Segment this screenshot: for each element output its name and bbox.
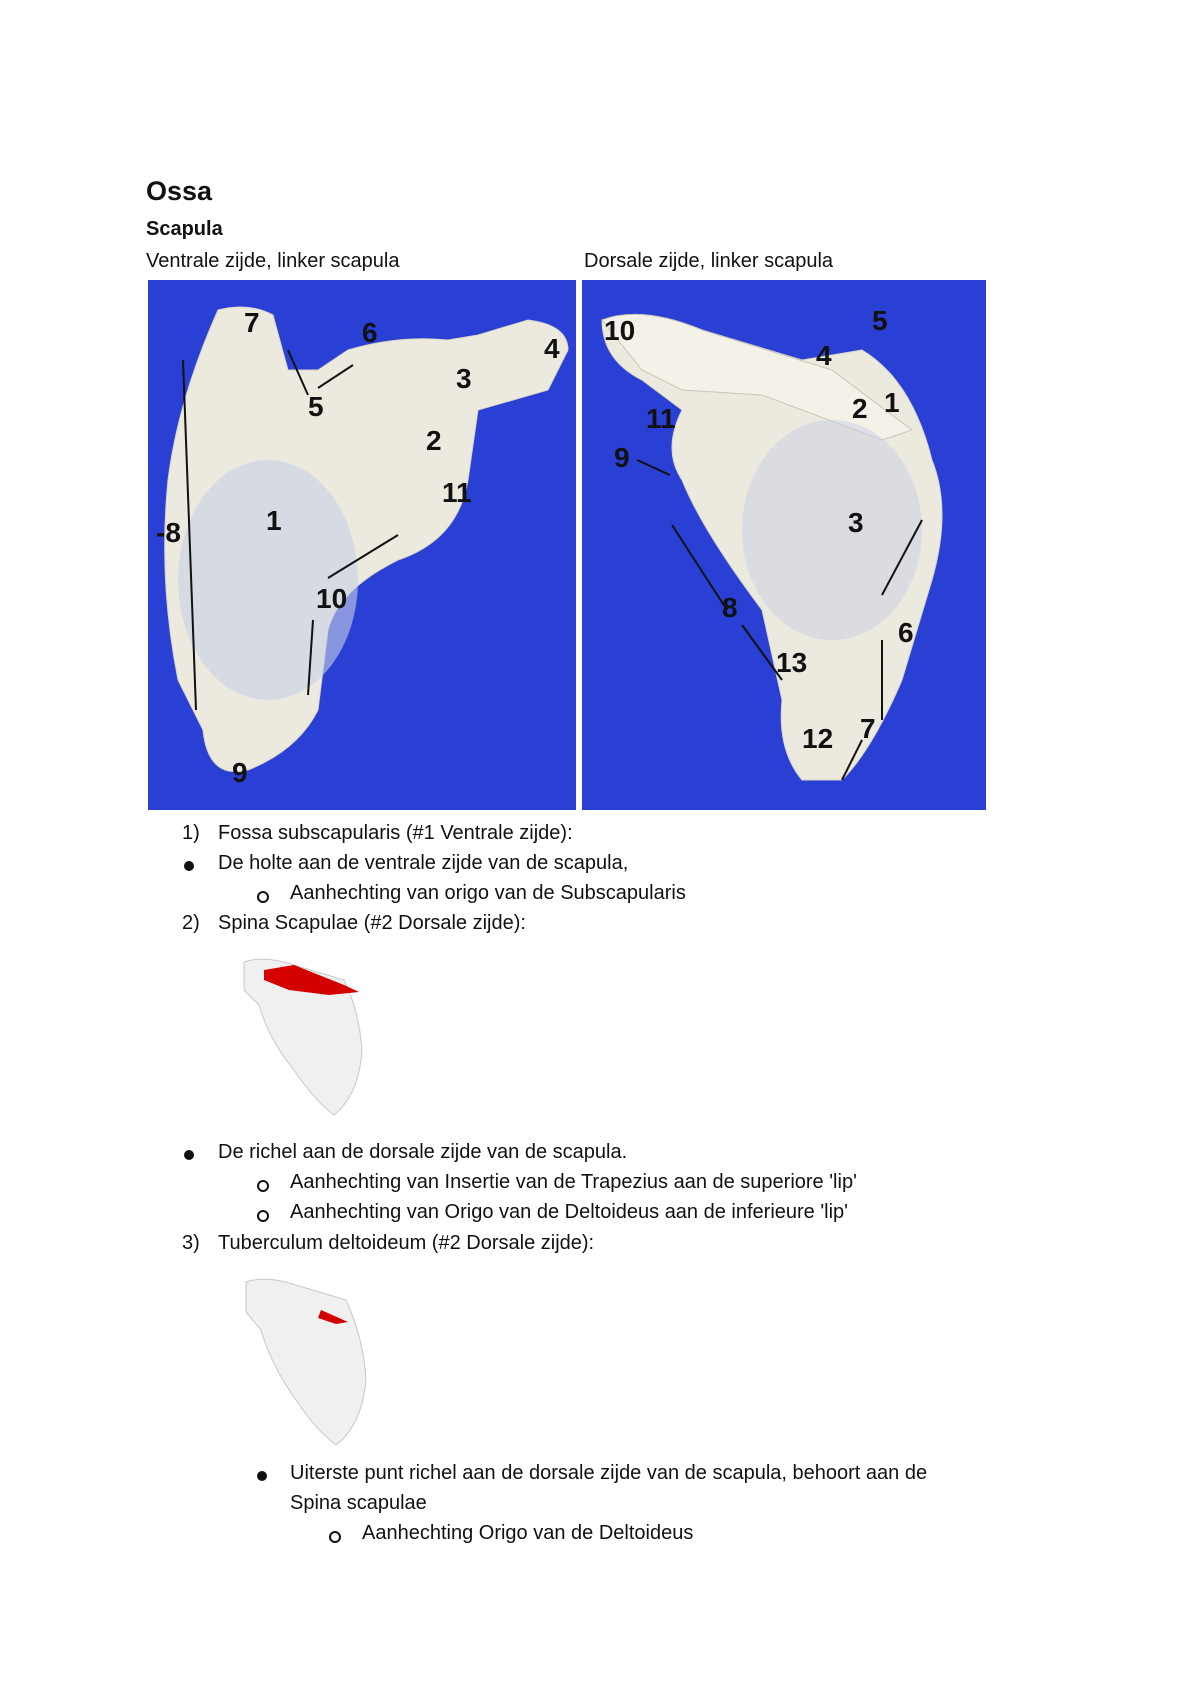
sub-bullet-text: Aanhechting van Origo van de Deltoideus aan de inferieure 'lip' bbox=[290, 1201, 848, 1223]
item-title: Spina Scapulae (#2 Dorsale zijde): bbox=[218, 912, 526, 934]
page-title: Ossa bbox=[146, 176, 213, 206]
item-title: Fossa subscapularis (#1 Ventrale zijde): bbox=[218, 822, 573, 844]
dorsal-scapula-figure bbox=[582, 280, 986, 810]
dorsal-label: 11 bbox=[646, 403, 676, 434]
bullet-text: De holte aan de ventrale zijde van de scapula, bbox=[218, 852, 629, 874]
ventral-label: 11 bbox=[442, 477, 472, 508]
bullet-text: Uiterste punt richel aan de dorsale zijde van de scapula, behoort aan de bbox=[290, 1462, 928, 1484]
dorsal-label: 6 bbox=[898, 617, 914, 648]
item-title: Tuberculum deltoideum (#2 Dorsale zijde): bbox=[218, 1232, 595, 1254]
dorsal-label: 9 bbox=[614, 442, 630, 473]
dorsal-label: 2 bbox=[852, 393, 868, 424]
dorsal-label: 5 bbox=[872, 305, 888, 336]
ventral-label: 2 bbox=[426, 425, 442, 456]
sub-bullet-text: Aanhechting van Insertie van de Trapezius aan de superiore 'lip' bbox=[290, 1171, 857, 1193]
ventral-label: -8 bbox=[156, 517, 181, 548]
bullet-icon bbox=[257, 1471, 267, 1481]
bullet-text-continued: Spina scapulae bbox=[290, 1492, 427, 1514]
item-number: 3) bbox=[182, 1232, 200, 1254]
bullet-icon bbox=[184, 1150, 194, 1160]
ventral-label: 10 bbox=[316, 583, 348, 614]
spina-scapulae-figure bbox=[234, 950, 374, 1120]
dorsal-label: 8 bbox=[722, 592, 738, 623]
dorsal-scapula-photo bbox=[582, 280, 986, 810]
sub-bullet-icon bbox=[257, 1180, 269, 1192]
ventral-label: 6 bbox=[362, 317, 378, 348]
section-title: Scapula bbox=[146, 218, 223, 240]
ventral-label: 1 bbox=[266, 505, 282, 536]
sub-bullet-icon bbox=[257, 891, 269, 903]
item-number: 1) bbox=[182, 822, 200, 844]
ventral-label: 9 bbox=[232, 757, 248, 788]
ventral-label: 7 bbox=[244, 307, 260, 338]
bullet-text: De richel aan de dorsale zijde van de scapula. bbox=[218, 1141, 628, 1163]
dorsal-label: 3 bbox=[848, 507, 864, 538]
tuberculum-deltoideum-figure bbox=[236, 1270, 376, 1450]
dorsal-label: 10 bbox=[604, 315, 636, 346]
sub-bullet-text: Aanhechting van origo van de Subscapularis bbox=[290, 882, 686, 904]
sub-bullet-icon bbox=[329, 1531, 341, 1543]
ventral-scapula-figure bbox=[148, 280, 576, 810]
dorsal-label: 12 bbox=[802, 723, 834, 754]
item-number: 2) bbox=[182, 912, 200, 934]
caption-dorsal: Dorsale zijde, linker scapula bbox=[584, 250, 834, 272]
ventral-label: 4 bbox=[544, 333, 560, 364]
dorsal-label: 4 bbox=[816, 340, 832, 371]
ventral-scapula-photo bbox=[148, 280, 576, 810]
bullet-icon bbox=[184, 861, 194, 871]
sub-bullet-icon bbox=[257, 1210, 269, 1222]
dorsal-label: 7 bbox=[860, 713, 876, 744]
dorsal-label: 13 bbox=[776, 647, 808, 678]
ventral-label: 3 bbox=[456, 363, 472, 394]
ventral-label: 5 bbox=[308, 391, 324, 422]
sub-bullet-text: Aanhechting Origo van de Deltoideus bbox=[362, 1522, 694, 1544]
caption-ventral: Ventrale zijde, linker scapula bbox=[146, 250, 400, 272]
dorsal-label: 1 bbox=[884, 387, 900, 418]
